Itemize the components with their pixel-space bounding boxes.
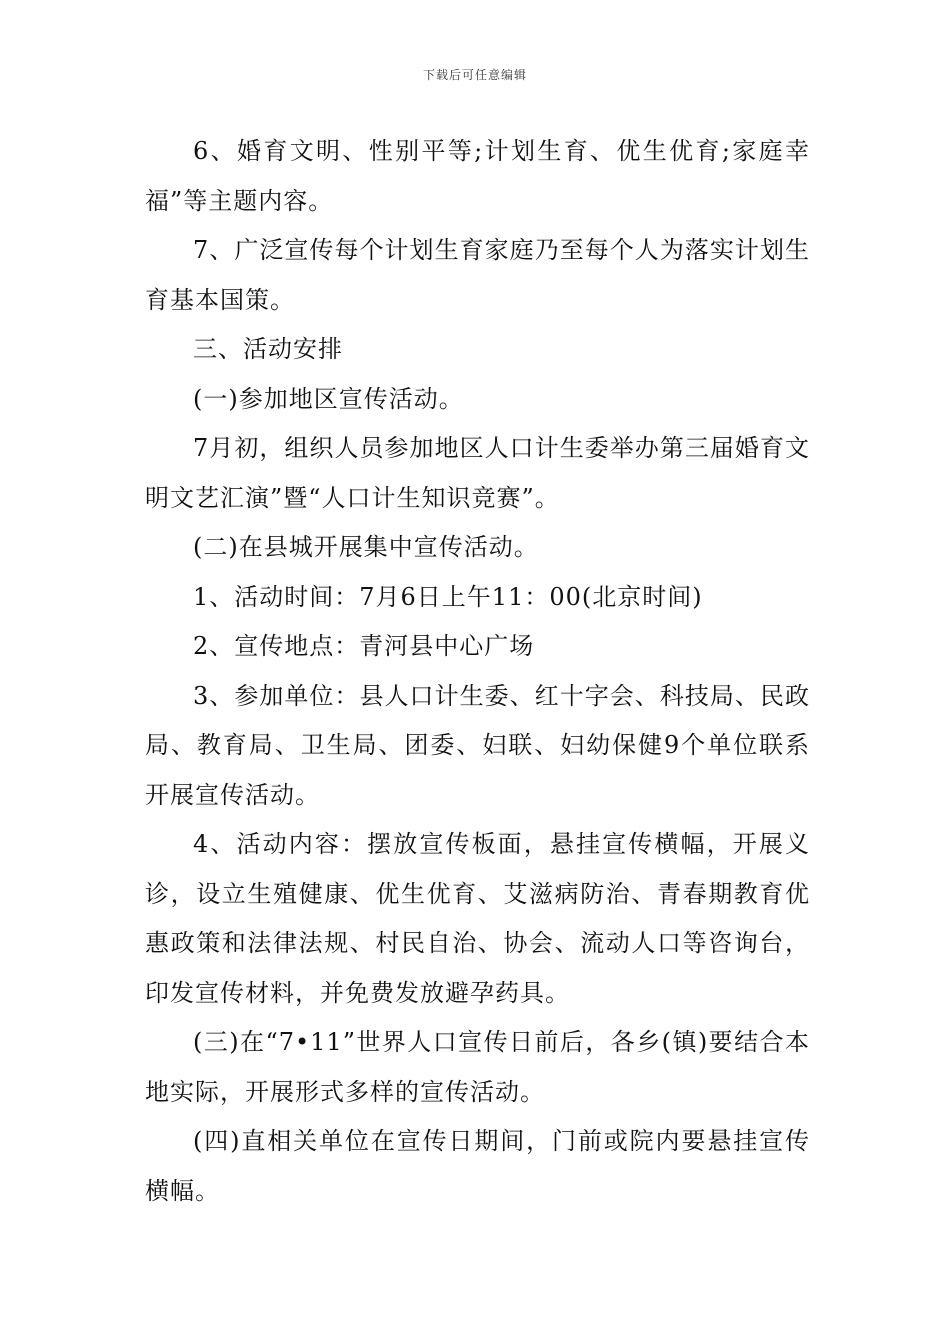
paragraph-item-6: 6、婚育文明、性别平等;计划生育、优生优育;家庭幸福”等主题内容。 xyxy=(145,137,810,215)
section-heading-activity-arrangement: 三、活动安排 xyxy=(193,335,343,363)
paragraph-item-7: 7、广泛宣传每个计划生育家庭乃至每个人为落实计划生育基本国策。 xyxy=(145,236,810,314)
subsection-heading-2: (二)在县城开展集中宣传活动。 xyxy=(193,533,539,561)
paragraph-activity-content: 4、活动内容：摆放宣传板面，悬挂宣传横幅，开展义诊，设立生殖健康、优生优育、艾滋病防治、青春期教育优惠政策和法律法规、村民自治、协会、流动人口等咨询台，印发宣传材料，并免费发放避孕药具。 xyxy=(145,830,810,1007)
document-body xyxy=(145,127,810,1216)
paragraph-participating-units: 3、参加单位：县人口计生委、红十字会、科技局、民政局、教育局、卫生局、团委、妇联、妇幼保健9个单位联系开展宣传活动。 xyxy=(145,681,810,809)
subsection-heading-1: (一)参加地区宣传活动。 xyxy=(193,384,464,413)
page-header-note: 下载后可任意编辑 xyxy=(422,68,527,82)
paragraph-activity-time: 1、活动时间：7月6日上午11：00(北京时间) xyxy=(193,582,703,611)
subsection-heading-3: (三)在“7•11”世界人口宣传日前后，各乡(镇)要结合本地实际，开展形式多样的宣传活动。 xyxy=(145,1028,810,1106)
paragraph-july-event: 7月初，组织人员参加地区人口计生委举办第三届婚育文明文艺汇演”暨“人口计生知识竞赛”。 xyxy=(145,434,810,512)
subsection-heading-4: (四)直相关单位在宣传日期间，门前或院内要悬挂宣传横幅。 xyxy=(145,1127,810,1205)
paragraph-activity-location: 2、宣传地点：青河县中心广场 xyxy=(193,632,535,660)
